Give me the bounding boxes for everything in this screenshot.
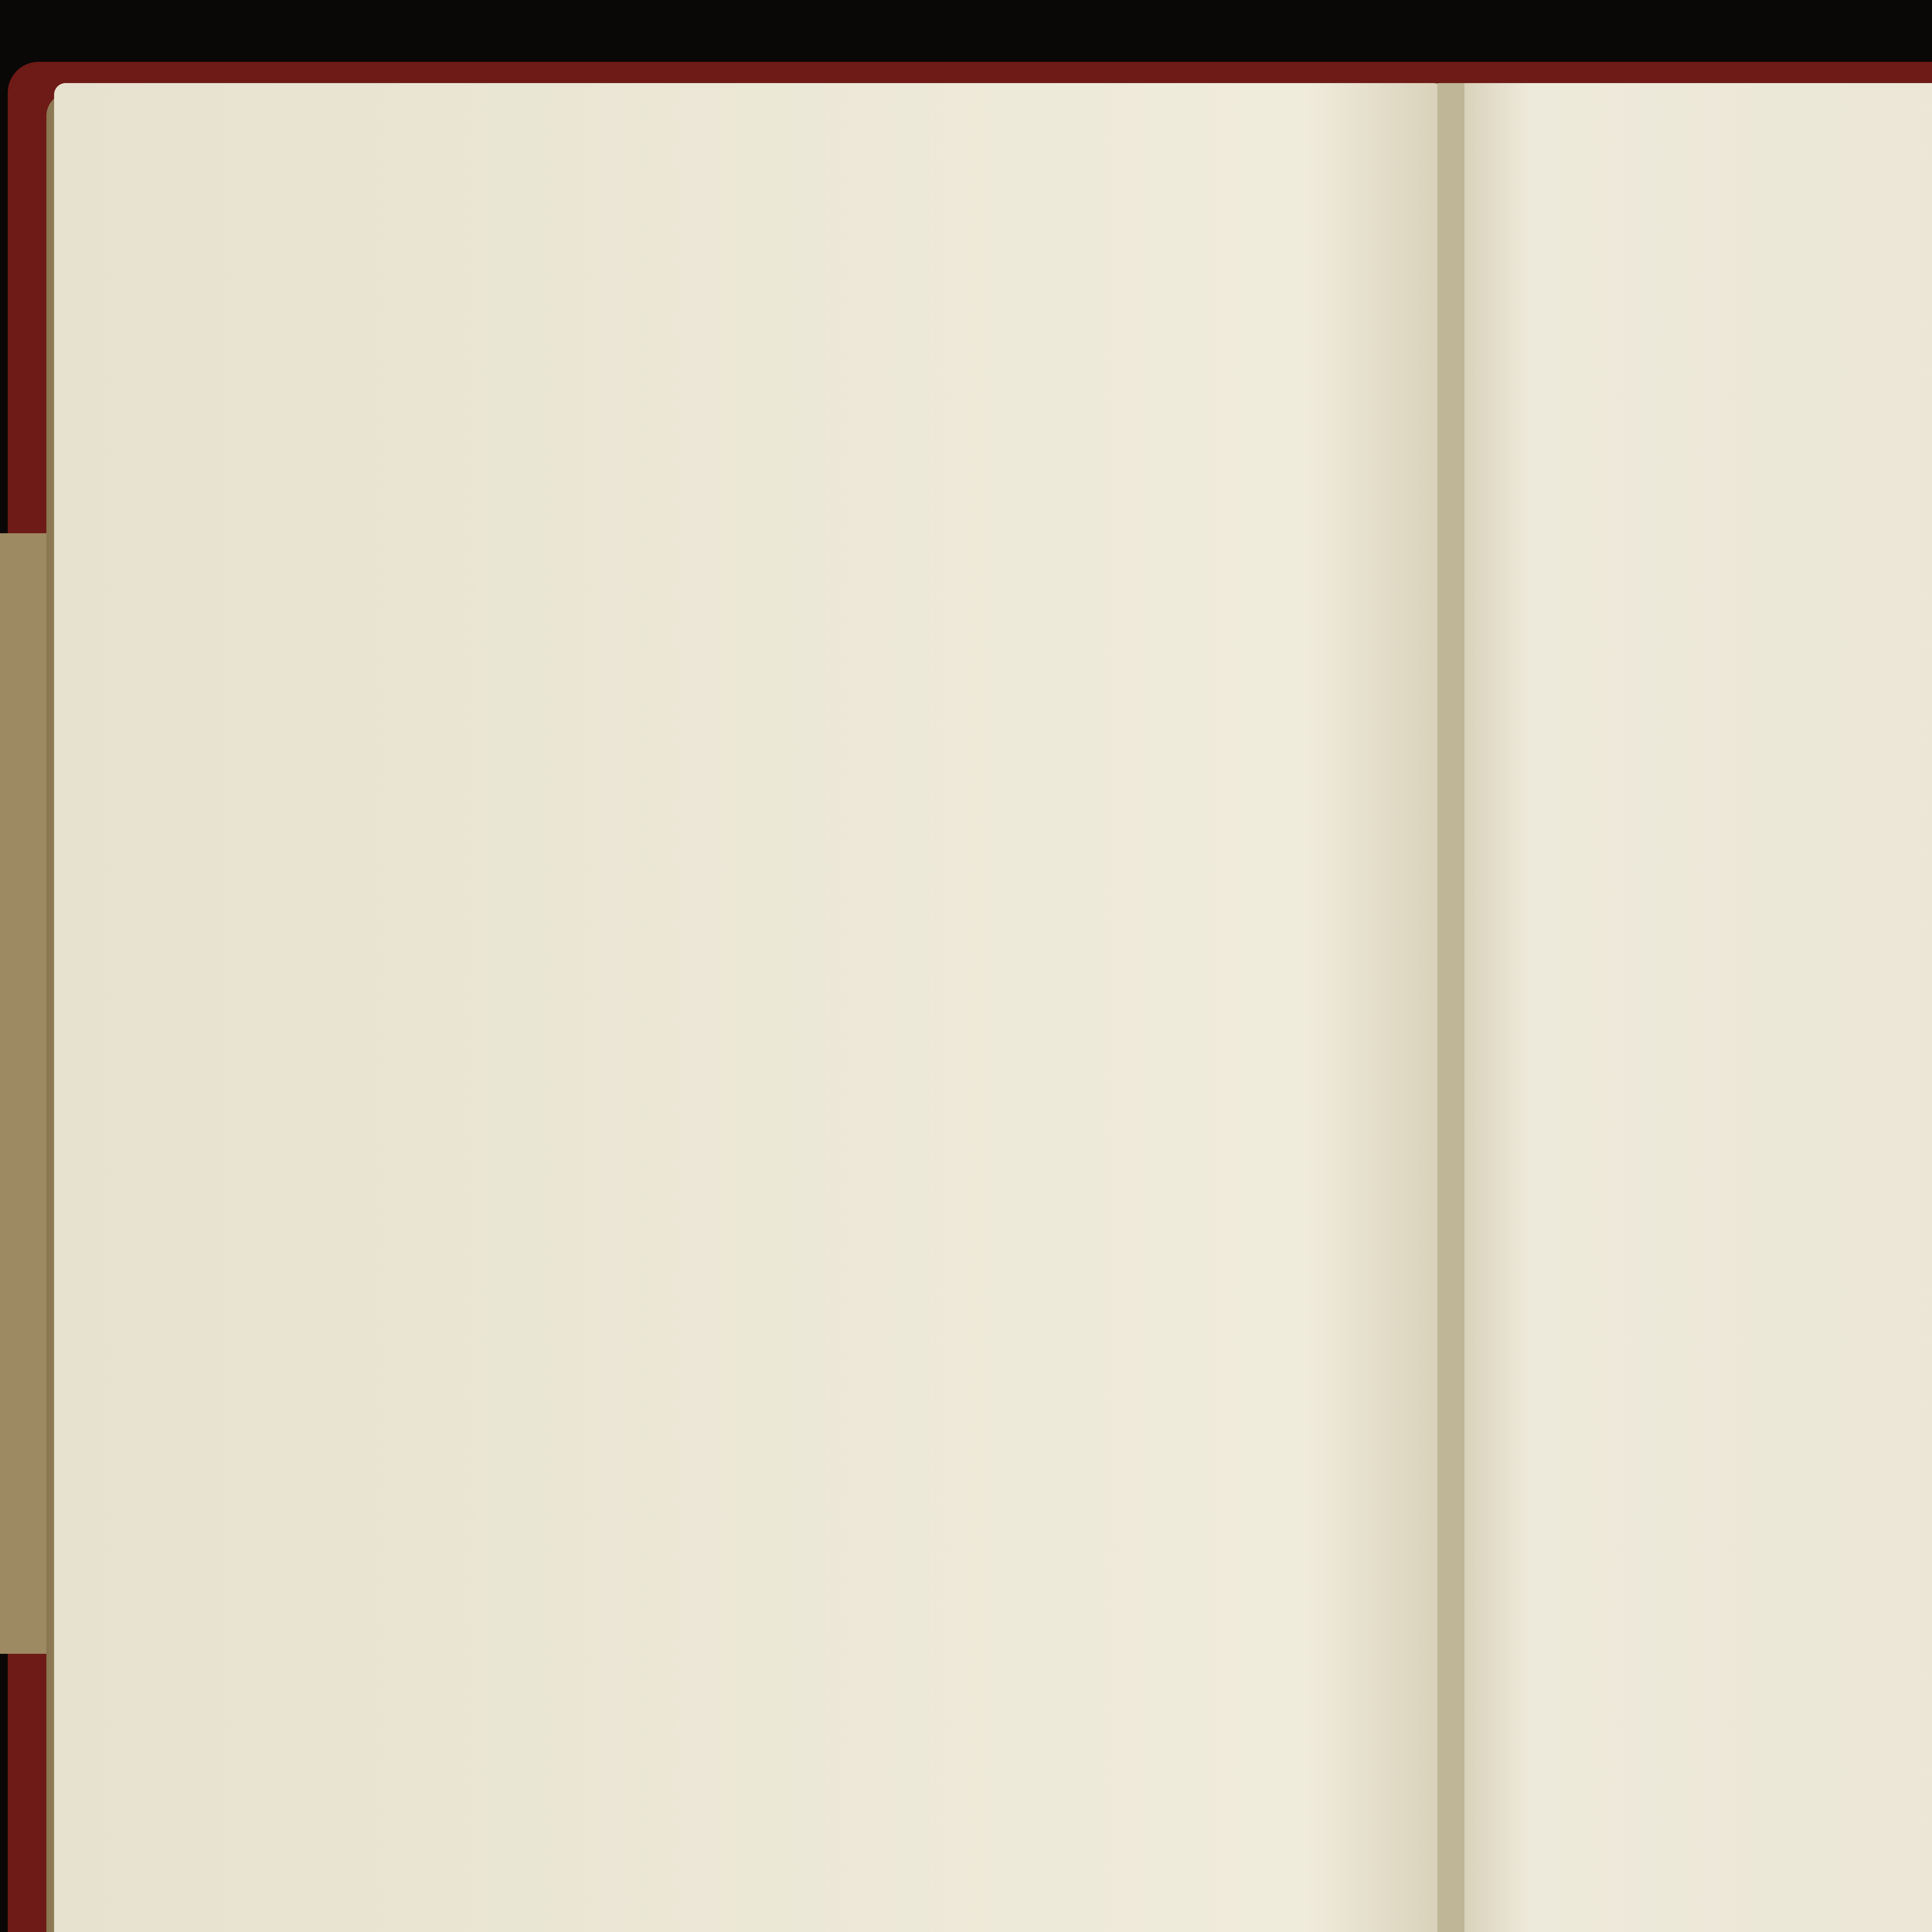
left-page xyxy=(54,83,1445,1932)
right-page xyxy=(1453,83,1932,1932)
cover-band-left xyxy=(0,533,46,1654)
gutter xyxy=(1437,83,1464,1932)
